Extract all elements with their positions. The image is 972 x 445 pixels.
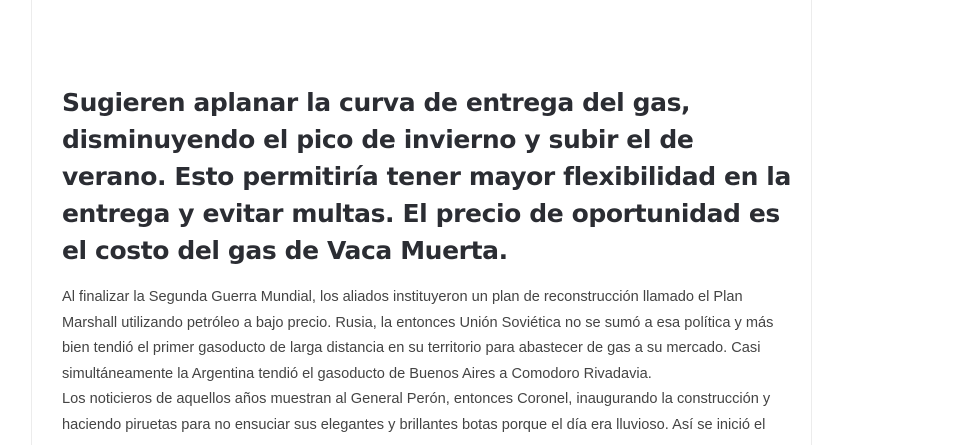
article-paragraph-2: Los noticieros de aquellos años muestran al General Perón, entonces Coronel, inaugurando la construcción y haciendo piruetas para no ensuciar sus elegantes y brillantes botas porque el día era lluvioso. Así se inició el bbox=[62, 391, 771, 433]
article-body bbox=[62, 285, 792, 438]
article-card bbox=[31, 0, 812, 445]
article-paragraph-1: Al finalizar la Segunda Guerra Mundial, los aliados instituyeron un plan de reconstrucción llamado el Plan Marshall utilizando petróleo a bajo precio. Rusia, la entonces Unión Soviética no se sumó a esa política y más bien tendió el primer gasoducto de larga distancia en su territorio para abastecer de gas a su mercado. Casi simultáneamente la Argentina tendió el gasoducto de Buenos Aires a Comodoro Rivadavia. bbox=[62, 289, 774, 382]
article-headline: Sugieren aplanar la curva de entrega del gas, disminuyendo el pico de invierno y subir el de verano. Esto permitiría tener mayor flexibilidad en la entrega y evitar multas. El precio de oportunidad es el costo del gas de Vaca Muerta. bbox=[62, 88, 791, 265]
